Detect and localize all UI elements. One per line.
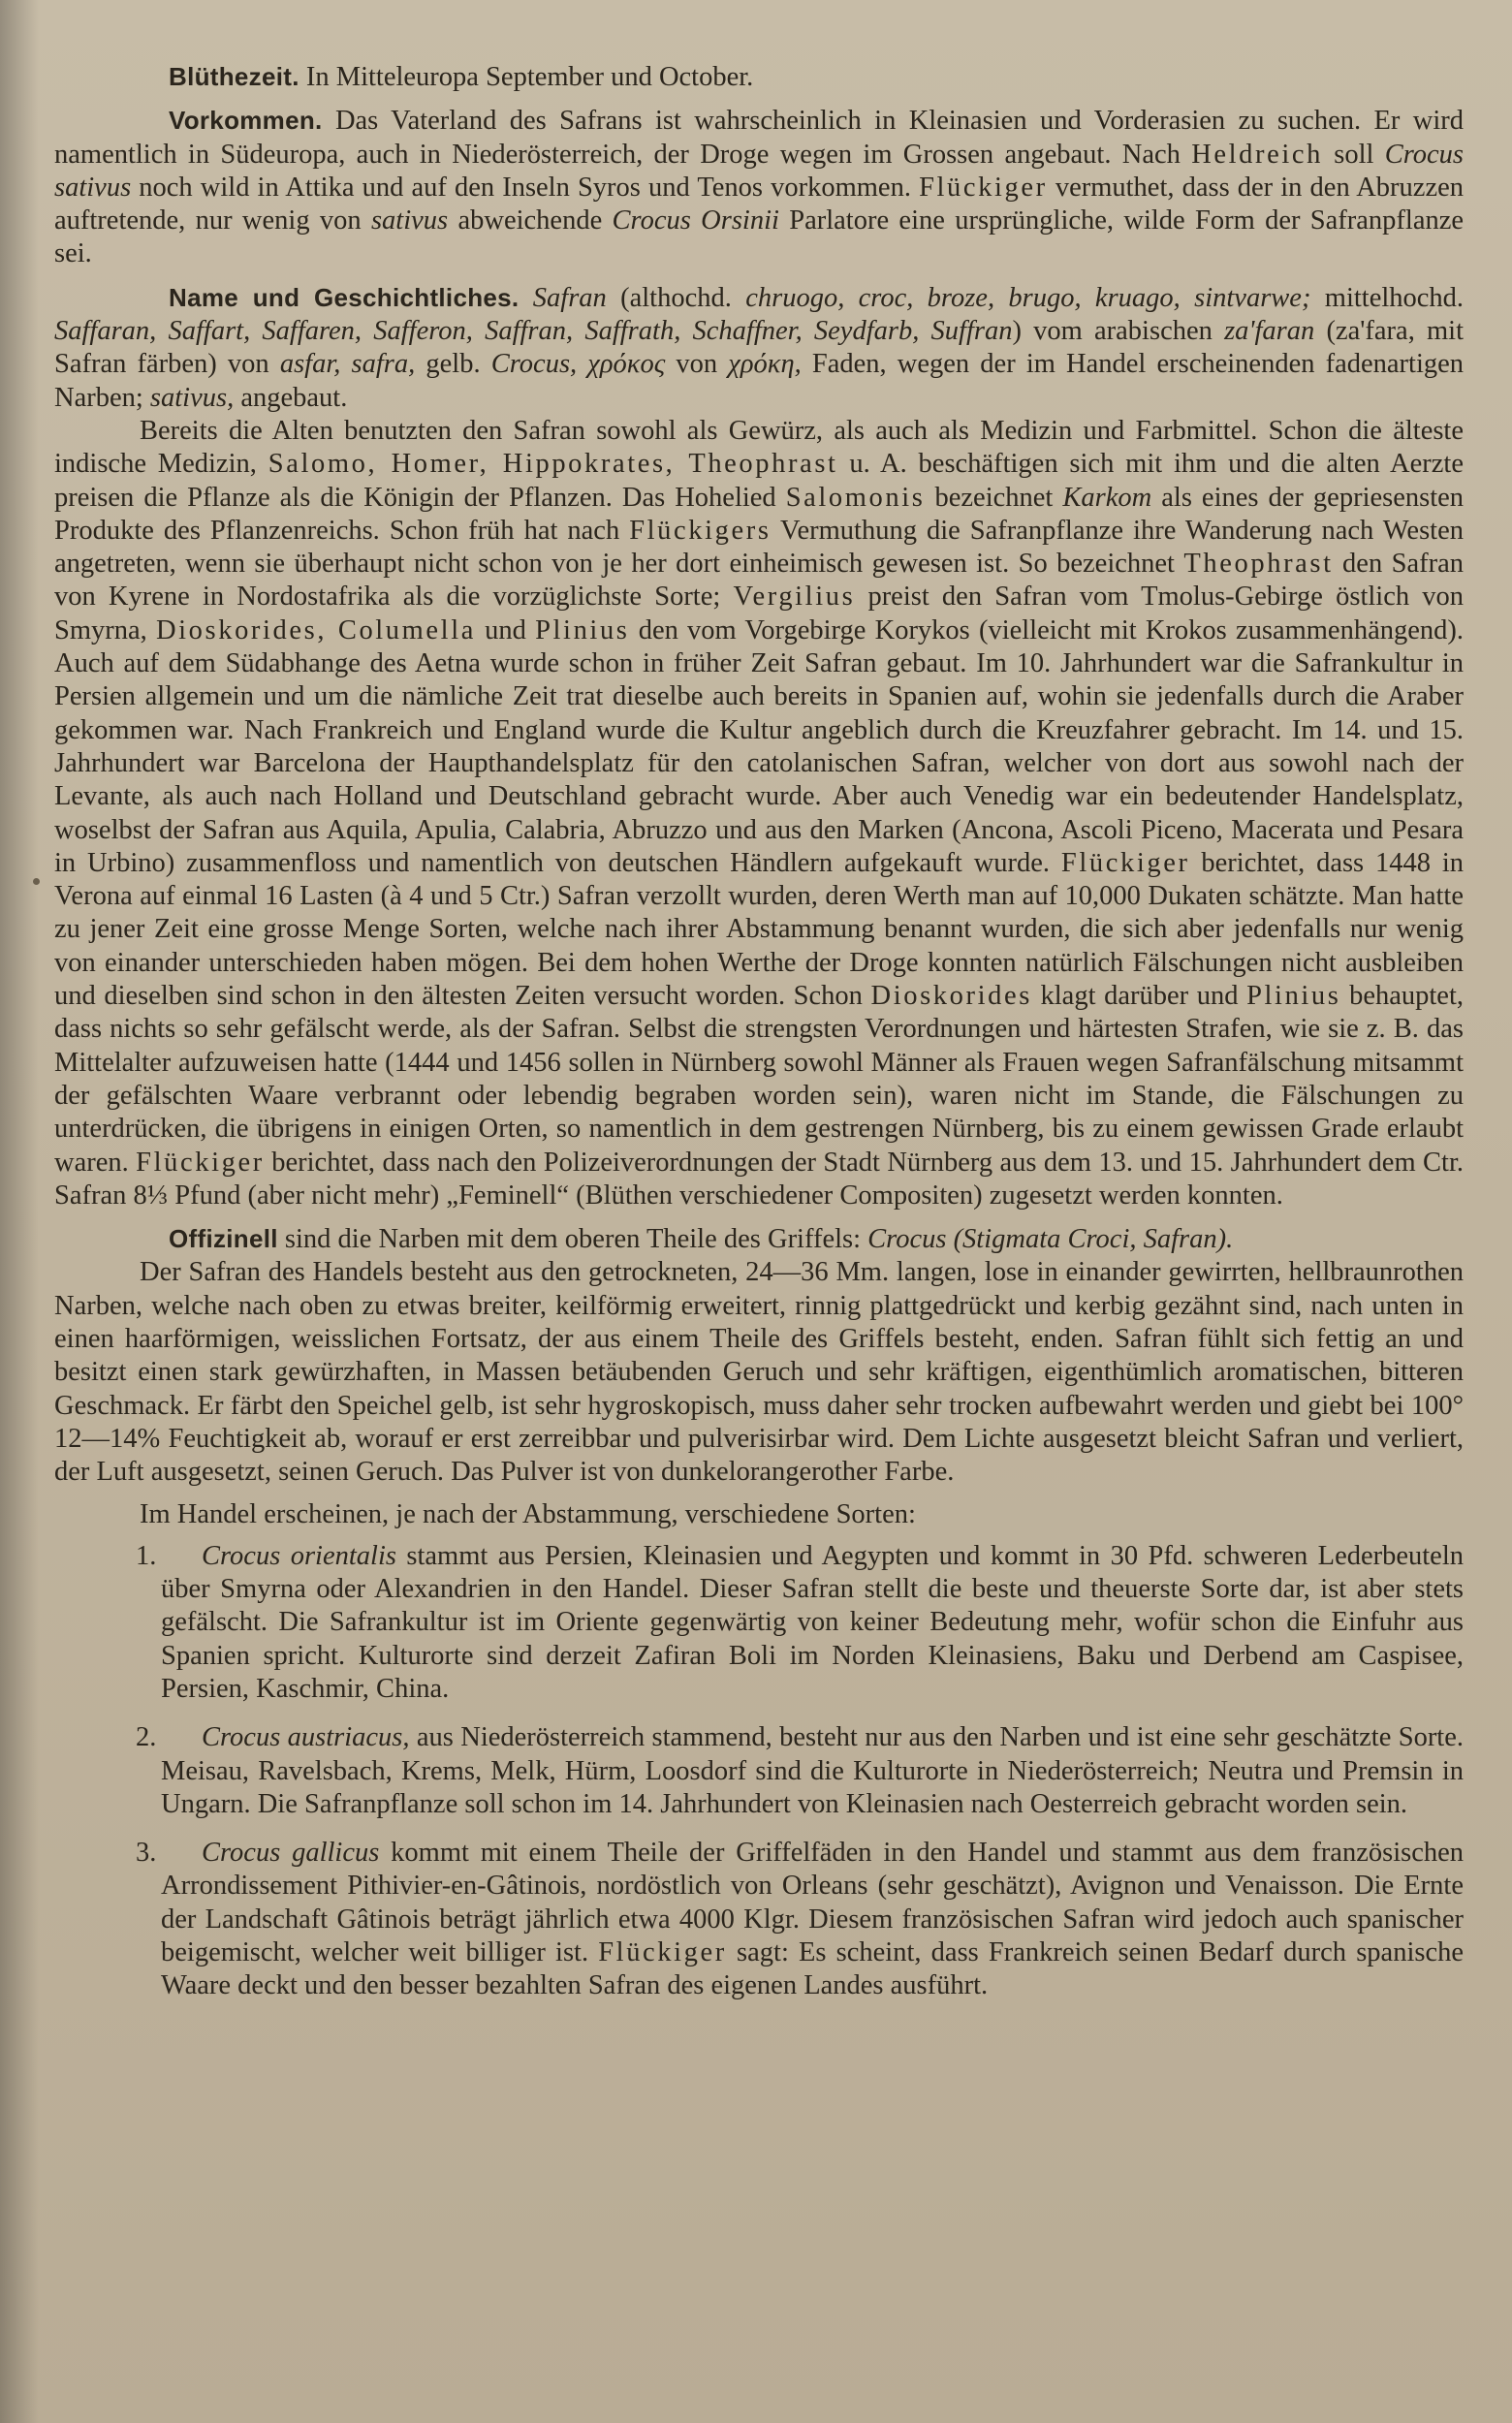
offizinell-text-1: sind die Narben mit dem oberen Theile des Griffels: <box>284 1224 862 1255</box>
vorkommen-text-6: Parlatore eine ursprüngliche, wilde Form der Safranpflanze sei. <box>54 205 1465 269</box>
heading-name-geschichtliches: Name und Geschichtliches. <box>169 282 520 312</box>
species-crocus-orsinii: Crocus Orsinii <box>612 205 779 236</box>
author-plinius: Plinius <box>535 614 630 645</box>
section-vorkommen <box>54 104 1464 270</box>
list-item <box>54 1540 1464 1706</box>
vorkommen-text-5: abweichende <box>457 205 603 236</box>
geschichte-text-b: u. A. beschäftigen sich mit ihm und die alten Aerzte preisen die Pflanze als die Königin der Pflanzen. Das Hohelied <box>54 449 1464 513</box>
author-vergilius: Vergilius <box>733 582 856 613</box>
list-item-body <box>122 1837 1464 2002</box>
geschichte-text-i: den vom Vorgebirge Korykos (vielleicht mit Krokos zusammenhängend). Auch auf dem Südabhange des Aetna wurde schon in früher Zeit Safran gebaut. Im 10. Jahrhundert war die Safrankultur in Persien allgemein und um die nämliche Zeit trat dieselbe auch bereits in Spanien auf, wohin sie jedenfalls durch die Araber gekommen war. Nach Frankreich und England wurde die Kultur angeblich durch die Kreuzfahrer gebracht. Im 14. und 15. Jahrhundert war Barcelona der Haupthandelsplatz für den catolanischen Safran, welcher von dort aus sowohl nach der Levante, als auch nach Holland und Deutschland gebracht wurde. Aber auch Venedig war ein bedeutender Handelsplatz, woselbst der Safran aus Aquila, Apulia, Calabria, Abruzzo und aus den Marken (Ancona, Ascoli Piceno, Macerata und Pesara in Urbino) zusammenfloss und namentlich von deutschen Händlern aufgekauft wurde. <box>54 614 1464 878</box>
term-mittelhochdeutsch: Saffaran, Saffart, Saffaren, Safferon, Saffran, Saffrath, Schaffner, Seydfarb, Suffran <box>54 316 1013 347</box>
page-mark-dot <box>33 878 40 885</box>
paragraph-geschichte <box>54 415 1464 1212</box>
author-flueckiger-2: Flückiger <box>1060 847 1190 878</box>
term-karkom: Karkom <box>1062 482 1152 513</box>
author-flueckiger-4: Flückiger <box>598 1937 727 1968</box>
name-text-7: Faden, wegen der im Handel erscheinenden fadenartigen Narben; <box>54 349 1465 413</box>
sorte-text: kommt mit einem Theile der Griffelfäden in den Handel und stammt aus dem französischen Arrondissement Pithivier-en-Gâtinois, nordöstlich von Orleans (sehr geschätzt), Avignon und Venaisson. Die Ernte der Landschaft Gâtinois beträgt jährlich etwa 4000 Klgr. Diesem französischen Safran wird jedoch auch spanischer beigemischt, welcher weit billiger ist. <box>161 1838 1465 1968</box>
bluethezeit-text: In Mitteleuropa September und October. <box>305 62 754 92</box>
vorkommen-text-4: vermuthet, dass der in den Abruzzen auftretende, nur wenig von <box>54 172 1464 236</box>
author-theophrast: Theophrast <box>1183 549 1334 580</box>
term-asfar: asfar, safra, <box>279 349 416 380</box>
name-text-8: angebaut. <box>240 382 348 413</box>
sorte-text: stammt aus Persien, Kleinasien und Aegypten und kommt in 30 Pfd. schweren Lederbeuteln über Smyrna oder Alexandrien in den Handel. Dieser Safran stellt die beste und theuerste Sorte dar, ist aber stets gefälscht. Die Safrankultur ist im Oriente gegenwärtig von keiner Bedeutung mehr, wofür schon die Einfuhr aus Spanien spricht. Kulturorte sind derzeit Zafiran Boli im Norden Kleinasiens, Baku und Derbend am Caspisee, Persien, Kaschmir, China. <box>161 1540 1465 1704</box>
name-text-3: ) vom arabischen <box>1012 316 1213 347</box>
name-text-6: von <box>676 349 718 380</box>
section-bluethezeit <box>54 60 1464 94</box>
paragraph-sorten-intro: Im Handel erscheinen, je nach der Abstammung, verschiedene Sorten: <box>140 1499 916 1530</box>
author-flueckigers: Flückigers <box>629 515 772 546</box>
section-name-geschichtliches <box>54 281 1464 415</box>
author-list-alte: Salomo, Homer, Hippokrates, Theophrast <box>268 449 838 480</box>
author-flueckiger: Flückiger <box>919 172 1048 203</box>
name-text-5: gelb. <box>425 349 481 380</box>
list-item-body <box>122 1721 1464 1821</box>
term-safran: Safran <box>532 282 607 313</box>
geschichte-text-d: als eines der gepriesensten Produkte des Pflanzenreichs. Schon früh hat nach <box>54 482 1465 546</box>
author-dioskorides-columella: Dioskorides, Columella <box>155 614 476 645</box>
author-dioskorides: Dioskorides <box>870 981 1032 1012</box>
geschichte-text-j: berichtet, dass 1448 in Verona auf einmal 16 Lasten (à 4 und 5 Ctr.) Safran verzollt wurden, deren Werth man auf 10,000 Dukaten schätzte. Man hatte zu jener Zeit eine grosse Menge Sorten, welche nach ihrer Abstammung benannt wurden, die sich aber jedenfalls nur wenig von einander unterschieden haben mögen. Bei dem hohen Werthe der Droge konnten natürlich Fälschungen nicht ausbleiben und dieselben sind schon in den ältesten Zeiten versucht worden. Schon <box>54 847 1465 1012</box>
species-crocus-austriacus: Crocus austriacus, <box>202 1722 410 1753</box>
vorkommen-text-1: Das Vaterland des Safrans ist wahrscheinlich in Kleinasien und Vorderasien zu suchen. Er wird namentlich in Südeuropa, auch in Niederösterreich, der Droge wegen im Grossen angebaut. Nach <box>54 106 1464 170</box>
geschichte-text-e: Vermuthung die Safranpflanze ihre Wanderung nach Westen angetreten, wenn sie überhaupt nicht schon von je her dort einheimisch gewesen ist. So bezeichnet <box>54 515 1464 580</box>
term-althochdeutsch: chruogo, croc, broze, brugo, kruago, sintvarwe; <box>745 282 1311 313</box>
sorten-list <box>54 1540 1464 2003</box>
geschichte-text-m: berichtet, dass nach den Polizeiverordnungen der Stadt Nürnberg aus dem 13. und 15. Jahrhundert dem Ctr. Safran 8⅓ Pfund (aber nicht mehr) „Feminell“ (Blüthen verschiedener Compositen) zugesetzt werden konnten. <box>54 1147 1465 1211</box>
list-number: 1. <box>136 1540 157 1571</box>
author-plinius-2: Plinius <box>1246 981 1341 1012</box>
species-crocus-gallicus: Crocus gallicus <box>202 1838 380 1869</box>
author-heldreich: Heldreich <box>1191 139 1323 170</box>
sorte-text: aus Niederösterreich stammend, besteht nur aus den Narben und ist eine sehr geschätzte Sorte. Meisau, Ravelsbach, Krems, Melk, Hürm, Loosdorf sind die Kulturorte in Niederösterreich; Neutra und Premsin in Ungarn. Die Safranpflanze soll schon im 14. Jahrhundert von Kleinasien nach Oesterreich gebracht worden sein. <box>161 1722 1464 1819</box>
name-text-2: mittelhochd. <box>1324 282 1465 313</box>
vorkommen-text-2: soll <box>1334 139 1374 170</box>
term-sativus: sativus, <box>149 382 235 413</box>
section-offizinell <box>54 1222 1464 1256</box>
list-item <box>54 1721 1464 1821</box>
author-salomonis: Salomonis <box>785 482 926 513</box>
species-crocus-sativus: Crocus sativus <box>54 139 1465 203</box>
geschichte-text-c: bezeichnet <box>934 482 1054 513</box>
sorte-text-2: sagt: Es scheint, dass Frankreich seinen Bedarf durch spanische Waare deckt und den besser bezahlten Safran des eigenen Landes ausführt. <box>161 1937 1465 2001</box>
geschichte-text-h: und <box>485 614 526 645</box>
geschichte-text-l: behauptet, dass nichts so sehr gefälscht werde, als der Safran. Selbst die strengsten Verordnungen und härtesten Strafen, wie sie z. B. das Mittelalter aufzuweisen hatte (1444 und 1456 sollen in Nürnberg sowohl Männer als Frauen wegen Safranfälschung mitsammt der gefälschten Waare verbrannt oder lebendig begraben worden sein), waren nicht im Stande, die Fälschungen zu unterdrücken, die übrigens in einigen Orten, so namentlich in dem gestrengen Nürnberg, bis zu einem gewissen Grade erlaubt waren. <box>54 981 1465 1178</box>
term-zafaran: za'faran <box>1224 316 1315 347</box>
heading-bluethezeit: Blüthezeit. <box>169 62 299 91</box>
species-crocus-orientalis: Crocus orientalis <box>202 1540 396 1571</box>
list-item <box>54 1837 1464 2002</box>
term-crocus-greek: Crocus, χρόκος <box>490 349 666 380</box>
heading-offizinell: Offizinell <box>169 1224 278 1254</box>
author-flueckiger-3: Flückiger <box>136 1147 265 1178</box>
list-number: 2. <box>136 1722 157 1753</box>
list-item-body <box>122 1540 1464 1706</box>
name-text-4: (za'fara, mit Safran färben) von <box>54 316 1465 380</box>
geschichte-text-k: klagt darüber und <box>1040 981 1239 1012</box>
name-text-1: (althochd. <box>620 282 732 313</box>
geschichte-text-f: den Safran von Kyrene in Nordostafrika als die vorzüglichste Sorte; <box>54 549 1464 613</box>
geschichte-text-g: preist den Safran vom Tmolus-Gebirge östlich von Smyrna, <box>54 582 1465 645</box>
paragraph-beschreibung: Der Safran des Handels besteht aus den getrockneten, 24—36 Mm. langen, lose in einander gewirrten, hellbraunrothen Narben, welche nach oben zu etwas breiter, keilförmig erweitert, rinnig plattgedrückt und kerbig gezähnt sind, nach unten in einen haarförmigen, weisslichen Fortsatz, der aus einem Theile des Griffels besteht, enden. Safran fühlt sich fettig an und besitzt einen stark gewürzhaften, in Massen betäubenden Geruch und sehr kräftigen, eigenthümlich aromatischen, bitteren Geschmack. Er färbt den Speichel gelb, ist sehr hygroskopisch, muss daher sehr trocken aufbewahrt werden und giebt bei 100° 12—14% Feuchtigkeit ab, worauf er erst zerreibbar und pulverisirbar wird. Dem Lichte ausgesetzt bleicht Safran und verliert, der Luft ausgesetzt, seinen Geruch. Das Pulver ist von dunkelorangerother Farbe. <box>54 1257 1464 1488</box>
species-sativus: sativus <box>370 205 449 236</box>
vorkommen-text-3: noch wild in Attika und auf den Inseln Syros und Tenos vorkommen. <box>139 172 911 203</box>
heading-vorkommen: Vorkommen. <box>169 106 323 136</box>
term-kroke: χρόκη, <box>728 349 802 380</box>
geschichte-text-a: Bereits die Alten benutzten den Safran sowohl als Gewürz, als auch als Medizin und Farbmittel. Schon die älteste indische Medizin, <box>54 415 1464 480</box>
term-crocus-stigmata: Crocus (Stigmata Croci, Safran). <box>867 1224 1234 1255</box>
list-number: 3. <box>136 1838 157 1869</box>
